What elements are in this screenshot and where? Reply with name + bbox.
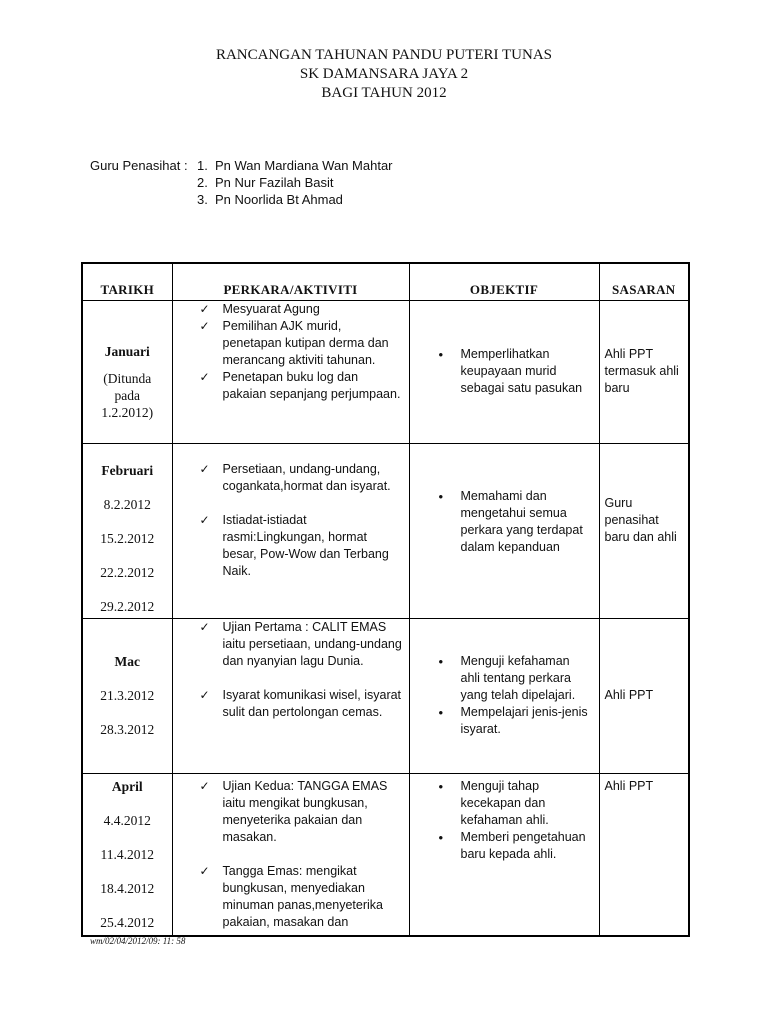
activity-item: ✓ Isyarat komunikasi wisel, isyarat sulit dan pertolongan cemas. bbox=[173, 687, 409, 721]
activity-cell bbox=[172, 619, 409, 774]
header-sasaran: SASARAN bbox=[599, 263, 689, 301]
month-label: Mac bbox=[114, 654, 140, 669]
guru-name: Pn Noorlida Bt Ahmad bbox=[215, 192, 343, 207]
month-label: Februari bbox=[101, 463, 154, 478]
guru-name: Pn Nur Fazilah Basit bbox=[215, 175, 334, 190]
guru-num: 1. bbox=[197, 158, 208, 173]
guru-label: Guru Penasihat : bbox=[90, 158, 188, 173]
table-header-row bbox=[82, 263, 689, 301]
tarikh-cell bbox=[82, 619, 172, 774]
objective-cell bbox=[409, 301, 599, 444]
objective-item: • Memberi pengetahuan baru kepada ahli. bbox=[410, 829, 599, 863]
table-row bbox=[82, 444, 689, 619]
objective-cell bbox=[409, 619, 599, 774]
guru-penasihat-list bbox=[90, 157, 393, 208]
header-objektif: OBJEKTIF bbox=[409, 263, 599, 301]
activity-cell bbox=[172, 301, 409, 444]
header-perkara: PERKARA/AKTIVITI bbox=[172, 263, 409, 301]
activity-item: ✓ Ujian Pertama : CALIT EMAS iaitu persetiaan, undang-undang dan nyanyian lagu Dunia. bbox=[173, 619, 409, 670]
target-cell bbox=[599, 301, 689, 444]
table-row bbox=[82, 301, 689, 444]
title-line-1: RANCANGAN TAHUNAN PANDU PUTERI TUNAS bbox=[215, 47, 553, 63]
target-cell bbox=[599, 444, 689, 619]
guru-name: Pn Wan Mardiana Wan Mahtar bbox=[215, 158, 393, 173]
header-tarikh: TARIKH bbox=[82, 263, 172, 301]
activity-item: ✓ Pemilihan AJK murid, penetapan kutipan derma dan merancang aktiviti tahunan. bbox=[173, 318, 409, 369]
objective-cell bbox=[409, 444, 599, 619]
title-line-2: SK DAMANSARA JAYA 2 bbox=[299, 66, 469, 82]
tarikh-cell bbox=[82, 301, 172, 444]
month-label: Januari bbox=[104, 344, 150, 359]
objective-item: • Menguji kefahaman ahli tentang perkara yang telah dipelajari. bbox=[410, 653, 599, 704]
objective-item: • Memperlihatkan keupayaan murid sebagai satu pasukan bbox=[410, 346, 599, 397]
activity-cell bbox=[172, 774, 409, 936]
target-text: Ahli PPT termasuk ahli baru bbox=[604, 347, 679, 395]
month-label: April bbox=[111, 779, 143, 794]
table-row bbox=[82, 619, 689, 774]
date-item: 28.3.2012 bbox=[100, 722, 155, 737]
document-title bbox=[0, 46, 768, 103]
target-cell bbox=[599, 774, 689, 936]
objective-item: • Memahami dan mengetahui semua perkara yang terdapat dalam kepanduan bbox=[410, 488, 599, 556]
activity-item: ✓ Persetiaan, undang-undang, cogankata,hormat dan isyarat. bbox=[173, 461, 409, 495]
footer-stamp: wm/02/04/2012/09: 11: 58 bbox=[90, 936, 186, 946]
target-text: Ahli PPT bbox=[604, 779, 654, 793]
activity-cell bbox=[172, 444, 409, 619]
date-note: (Ditunda pada 1.2.2012) bbox=[101, 371, 154, 420]
date-item: 11.4.2012 bbox=[100, 847, 154, 862]
guru-num: 3. bbox=[197, 192, 208, 207]
tarikh-cell bbox=[82, 774, 172, 936]
date-item: 29.2.2012 bbox=[100, 599, 155, 614]
table-row bbox=[82, 774, 689, 936]
activity-item: ✓ Penetapan buku log dan pakaian sepanjang perjumpaan. bbox=[173, 369, 409, 403]
date-item: 4.4.2012 bbox=[103, 813, 151, 828]
date-item: 8.2.2012 bbox=[103, 497, 151, 512]
target-cell bbox=[599, 619, 689, 774]
activity-item: ✓ Ujian Kedua: TANGGA EMAS iaitu mengikat bungkusan, menyeterika pakaian dan masakan. bbox=[173, 778, 409, 846]
date-item: 22.2.2012 bbox=[100, 565, 155, 580]
activity-item: ✓ Tangga Emas: mengikat bungkusan, menyediakan minuman panas,menyeterika pakaian, masakan dan bbox=[173, 863, 409, 931]
objective-item: • Mempelajari jenis-jenis isyarat. bbox=[410, 704, 599, 738]
date-item: 25.4.2012 bbox=[100, 915, 155, 930]
plan-table bbox=[81, 262, 690, 937]
objective-item: • Menguji tahap kecekapan dan kefahaman ahli. bbox=[410, 778, 599, 829]
date-item: 21.3.2012 bbox=[100, 688, 155, 703]
title-line-3: BAGI TAHUN 2012 bbox=[321, 85, 447, 101]
date-item: 15.2.2012 bbox=[100, 531, 155, 546]
target-text: Ahli PPT bbox=[604, 688, 654, 702]
tarikh-cell bbox=[82, 444, 172, 619]
guru-num: 2. bbox=[197, 175, 208, 190]
objective-cell bbox=[409, 774, 599, 936]
date-item: 18.4.2012 bbox=[100, 881, 155, 896]
target-text: Guru penasihat baru dan ahli bbox=[604, 496, 677, 544]
activity-item: ✓ Istiadat-istiadat rasmi:Lingkungan, hormat besar, Pow-Wow dan Terbang Naik. bbox=[173, 512, 409, 580]
activity-item: ✓ Mesyuarat Agung bbox=[173, 301, 409, 318]
